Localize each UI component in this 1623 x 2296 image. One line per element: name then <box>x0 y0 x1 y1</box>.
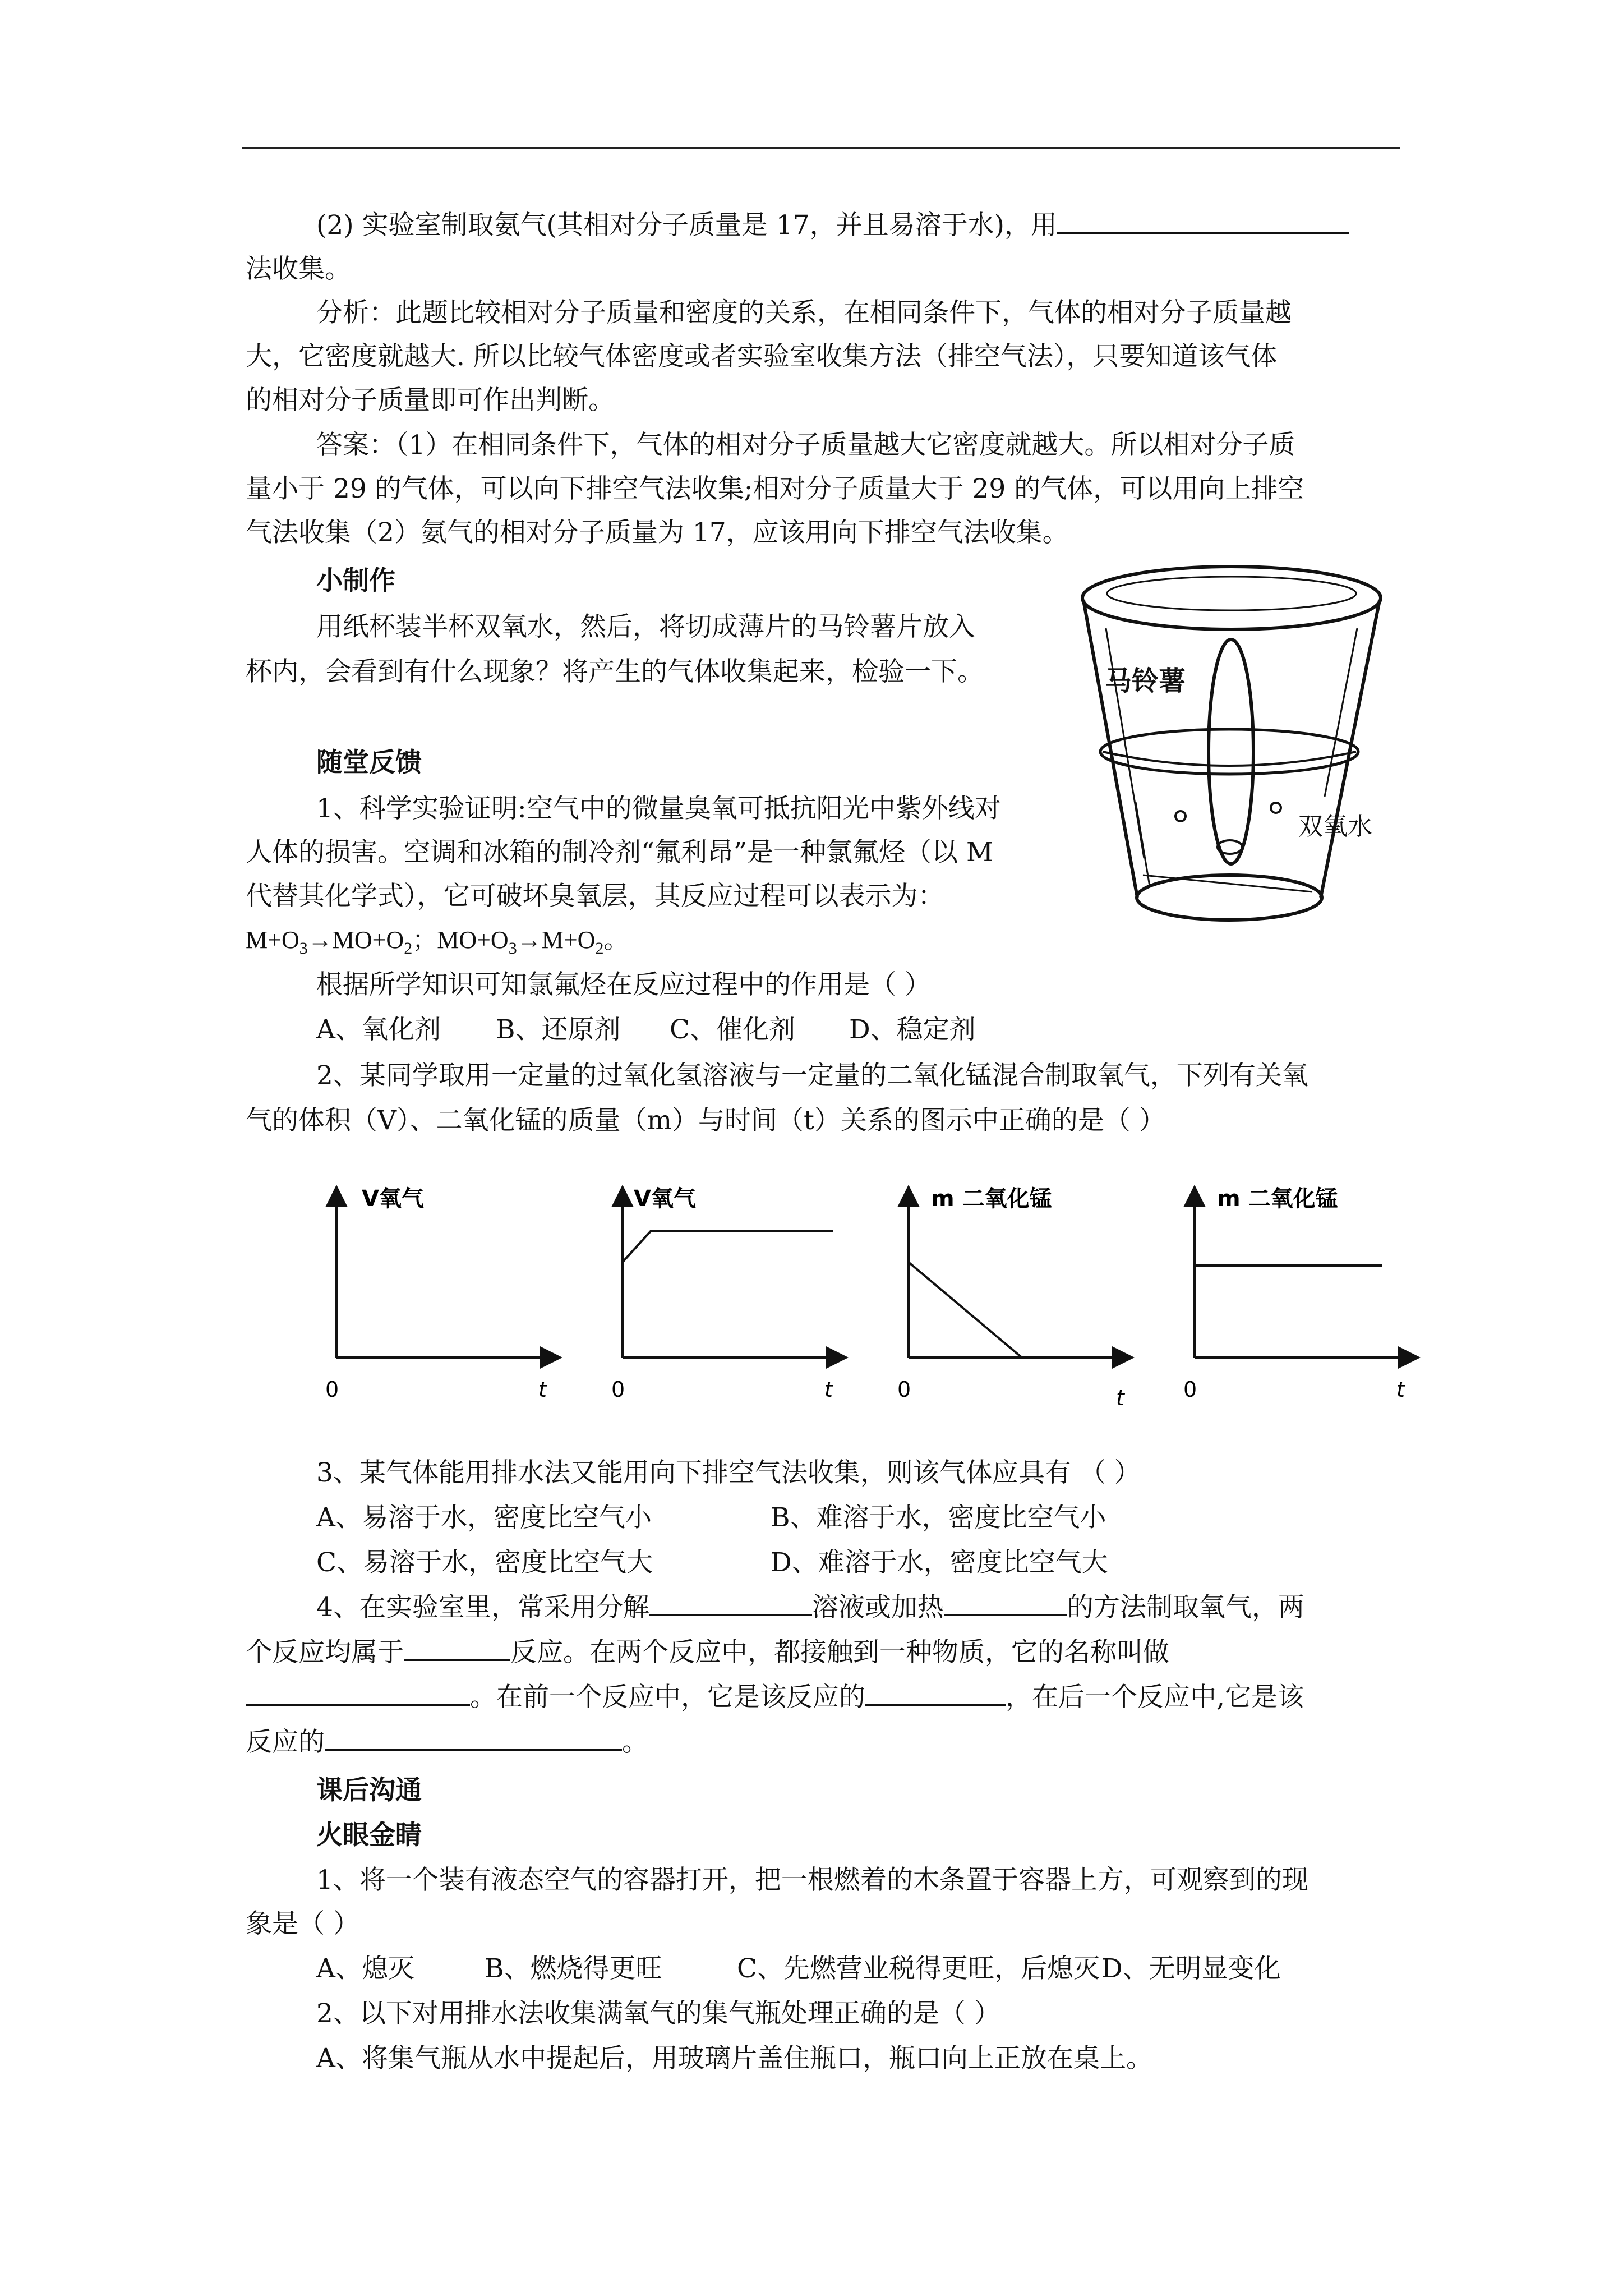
h1-option-c[interactable]: C、先燃营业税得更旺，后熄灭 <box>737 1953 1100 1984</box>
h1-option-a[interactable]: A、熄灭 <box>316 1953 414 1984</box>
q4-line: 反应的 。 <box>246 1724 648 1760</box>
section-title-feedback: 随堂反馈 <box>316 747 422 778</box>
svg-text:0: 0 <box>1183 1377 1197 1402</box>
q4-blank-2[interactable] <box>944 1590 1067 1616</box>
svg-text:t: t <box>538 1377 547 1402</box>
svg-text:t: t <box>824 1377 833 1402</box>
q1-option-d[interactable]: D、稳定剂 <box>849 1014 976 1045</box>
q2-line: 气的体积（V）、二氧化锰的质量（m）与时间（t）关系的图示中正确的是（ ） <box>246 1105 1165 1136</box>
h1-option-b[interactable]: B、燃烧得更旺 <box>485 1953 662 1984</box>
answer-blank[interactable] <box>1057 208 1349 234</box>
answer-line: 量小于 29 的气体，可以向下排空气法收集;相对分子质量大于 29 的气体，可以用向上排空 <box>246 473 1304 504</box>
q3-options-row-2 <box>316 1545 1108 1581</box>
graph-a <box>325 1186 558 1402</box>
q2-line: 2、某同学取用一定量的过氧化氢溶液与一定量的二氧化锰混合制取氧气，下列有关氧 <box>316 1060 1308 1091</box>
analysis-line: 分析：此题比较相对分子质量和密度的关系，在相同条件下，气体的相对分子质量越 <box>316 297 1292 328</box>
potato-slice <box>1209 639 1253 864</box>
q1-option-a[interactable]: A、氧化剂 <box>316 1014 441 1045</box>
q1-options <box>316 1012 976 1048</box>
header-rule <box>242 147 1400 149</box>
h1-line: 1、将一个装有液态空气的容器打开，把一根燃着的木条置于容器上方，可观察到的现 <box>316 1865 1308 1895</box>
q4-blank-5[interactable] <box>865 1680 1006 1706</box>
q1-line: 代替其化学式），它可破坏臭氧层，其反应过程可以表示为： <box>246 881 944 912</box>
q3-option-a[interactable]: A、易溶于水，密度比空气小 <box>316 1502 652 1533</box>
q1-ask: 根据所学知识可知氯氟烃在反应过程中的作用是（ ） <box>316 969 931 1000</box>
label-potato: 马铃薯 <box>1105 665 1186 697</box>
svg-text:m 二氧化锰: m 二氧化锰 <box>931 1186 1052 1212</box>
svg-text:0: 0 <box>325 1377 339 1402</box>
answer-line: 答案：（1）在相同条件下，气体的相对分子质量越大它密度就越大。所以相对分子质 <box>316 430 1295 461</box>
svg-text:V氧气: V氧气 <box>362 1186 424 1212</box>
graph-c <box>897 1186 1130 1410</box>
section-title-make: 小制作 <box>316 565 395 596</box>
q4-blank-1[interactable] <box>649 1590 812 1616</box>
q1-line: 1、科学实验证明:空气中的微量臭氧可抵抗阳光中紫外线对 <box>316 793 1001 824</box>
q4-line: 。在前一个反应中，它是该反应的 ，在后一个反应中,它是该 <box>246 1680 1304 1715</box>
svg-text:m 二氧化锰: m 二氧化锰 <box>1217 1186 1338 1212</box>
q1-line: 人体的损害。空调和冰箱的制冷剂“氟利昂”是一种氯氟烃（以 M <box>246 837 994 868</box>
svg-text:0: 0 <box>611 1377 625 1402</box>
q3-option-d[interactable]: D、难溶于水，密度比空气大 <box>771 1547 1108 1578</box>
answer-line: 气法收集（2）氨气的相对分子质量为 17，应该用向下排空气法收集。 <box>246 517 1069 548</box>
q3-option-b[interactable]: B、难溶于水，密度比空气小 <box>771 1502 1106 1533</box>
svg-text:0: 0 <box>897 1377 911 1402</box>
question-2-line <box>316 208 1349 243</box>
graph-b-curve <box>623 1231 833 1262</box>
q1-option-c[interactable]: C、催化剂 <box>670 1014 795 1045</box>
analysis-line: 大，它密度就越大. 所以比较气体密度或者实验室收集方法（排空气法），只要知道该气体 <box>246 341 1278 372</box>
section-title-eyes: 火眼金睛 <box>316 1820 422 1851</box>
graph-c-curve <box>909 1262 1022 1358</box>
svg-text:V氧气: V氧气 <box>634 1186 696 1212</box>
q1-equation: $M+O_3\to MO+O_2$；$MO+O_3\to M+O_2$。 <box>246 926 629 958</box>
q4-blank-3[interactable] <box>404 1635 510 1661</box>
q4-line: 4、在实验室里，常采用分解 溶液或加热 的方法制取氧气，两 <box>316 1590 1304 1626</box>
q4-blank-4[interactable] <box>246 1680 470 1706</box>
q3-ask: 3、某气体能用排水法又能用向下排空气法收集，则该气体应具有 （ ） <box>316 1457 1141 1488</box>
question-2-text: (2) 实验室制取氨气(其相对分子质量是 17，并且易溶于水)，用 <box>316 210 1057 241</box>
q3-option-c[interactable]: C、易溶于水，密度比空气大 <box>316 1547 653 1578</box>
h2-ask: 2、以下对用排水法收集满氧气的集气瓶处理正确的是（ ） <box>316 1998 1000 2029</box>
svg-text:t: t <box>1116 1386 1124 1410</box>
h2-option-a[interactable]: A、将集气瓶从水中提起后，用玻璃片盖住瓶口，瓶口向上正放在桌上。 <box>316 2043 1152 2074</box>
q3-options-row-1 <box>316 1500 1106 1536</box>
section-title-after: 课后沟通 <box>316 1775 422 1806</box>
q4-line: 个反应均属于 反应。在两个反应中，都接触到一种物质，它的名称叫做 <box>246 1635 1169 1671</box>
analysis-line: 的相对分子质量即可作出判断。 <box>246 385 615 416</box>
h1-line: 象是（ ） <box>246 1908 359 1939</box>
h1-option-d[interactable]: D、无明显变化 <box>1101 1953 1281 1984</box>
make-line: 杯内，会看到有什么现象？将产生的气体收集起来，检验一下。 <box>246 656 984 687</box>
make-line: 用纸杯装半杯双氧水，然后，将切成薄片的马铃薯片放入 <box>316 611 975 642</box>
label-hydrogen-peroxide: 双氧水 <box>1298 812 1372 841</box>
h1-options <box>316 1951 1281 1987</box>
svg-text:t: t <box>1396 1377 1405 1402</box>
q1-option-b[interactable]: B、还原剂 <box>496 1014 621 1045</box>
question-2-end: 法收集。 <box>246 254 351 284</box>
graphs-figure <box>303 1167 1453 1425</box>
q4-blank-6[interactable] <box>325 1724 622 1751</box>
graph-b <box>611 1186 844 1402</box>
cup-illustration <box>1071 561 1385 942</box>
graph-d <box>1183 1186 1416 1402</box>
